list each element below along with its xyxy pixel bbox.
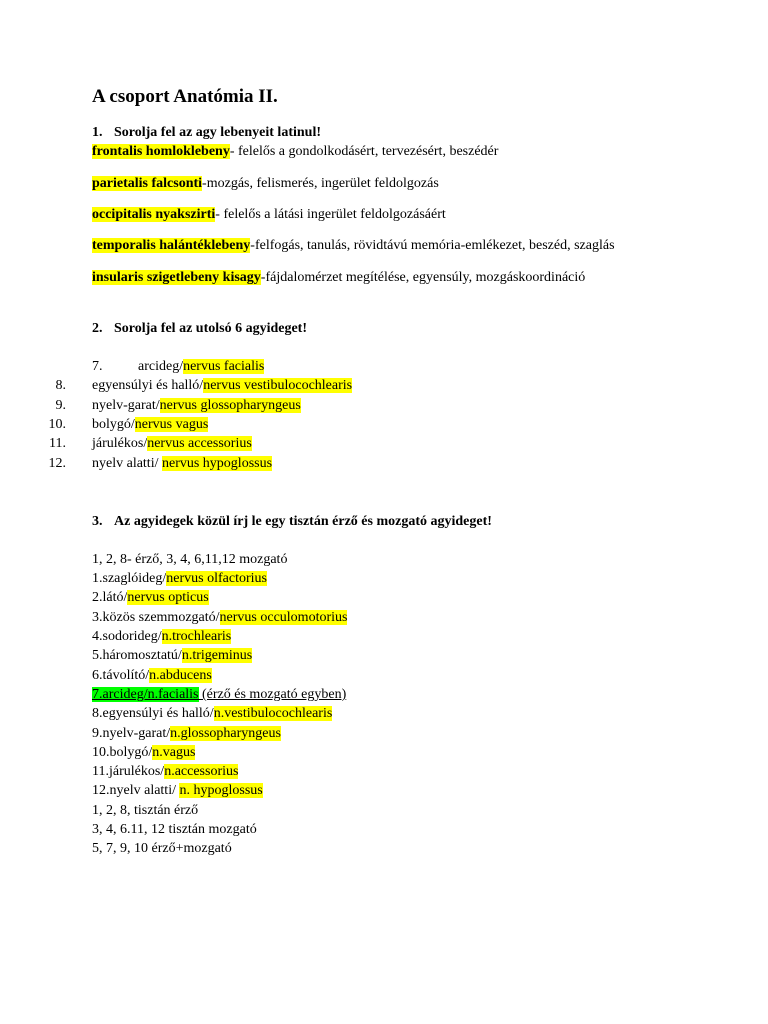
question-2-number: 2. <box>92 321 103 336</box>
nerve-list-item <box>92 589 209 606</box>
nerve-hungarian: nyelv alatti/ <box>92 456 162 471</box>
nerve-hungarian: 11.járulékos/ <box>92 764 165 779</box>
nerve-hungarian: nyelv-garat/ <box>92 398 160 413</box>
lobe-name: insularis szigetlebeny kisagy <box>92 270 261 285</box>
lobe-name: frontalis homloklebeny <box>92 144 230 159</box>
nerve-latin: n.accessorius <box>164 764 239 779</box>
nerve-number: 10. <box>48 417 66 432</box>
nerve-number: 7. <box>92 359 103 374</box>
nerve-hungarian: 3.közös szemmozgató/ <box>92 610 220 625</box>
nerve-number: 12. <box>48 456 66 471</box>
nerve-latin: n.vestibulocochlearis <box>213 706 333 721</box>
nerve-latin: nervus hypoglossus <box>161 456 273 471</box>
nerve-list-item <box>92 628 231 645</box>
nerve-list-item <box>0 416 209 433</box>
nerve-latin: nervus occulomotorius <box>219 610 348 625</box>
nerve-number: 8. <box>55 378 66 393</box>
nerve-latin: n.glossopharyngeus <box>170 726 281 741</box>
nerve-latin: n. hypoglossus <box>179 783 263 798</box>
nerve-list-item <box>92 782 263 799</box>
nerve-hungarian: 6.távolító/ <box>92 668 150 683</box>
question-1-text: Sorolja fel az agy lebenyeit latinul! <box>114 125 321 140</box>
nerve-list-item-mixed <box>92 686 346 703</box>
nerve-hungarian: 10.bolygó/ <box>92 745 153 760</box>
nerve-list-item <box>0 435 252 452</box>
nerve-hungarian: egyensúlyi és halló/ <box>92 378 204 393</box>
nerve-hungarian: 4.sodorideg/ <box>92 629 162 644</box>
nerve-latin: nervus facialis <box>183 359 265 374</box>
nerve-list-item <box>92 725 281 742</box>
nerve-latin: nervus glossopharyngeus <box>159 398 301 413</box>
question-1-number: 1. <box>92 125 103 140</box>
lobe-item <box>92 175 439 192</box>
nerve-list-item <box>92 647 252 664</box>
nerve-number: 9. <box>55 398 66 413</box>
lobe-item <box>92 269 585 286</box>
lobe-description: - felelős a látási ingerület feldolgozásáért <box>215 207 446 222</box>
question-2 <box>92 320 307 337</box>
nerve-list-item <box>92 358 264 375</box>
lobe-item <box>92 237 615 254</box>
nerve-list-item <box>92 570 267 587</box>
summary-line: 1, 2, 8, tisztán érző <box>92 803 199 818</box>
question-3 <box>92 513 492 530</box>
summary-line: 5, 7, 9, 10 érző+mozgató <box>92 841 232 856</box>
question-2-text: Sorolja fel az utolsó 6 agyideget! <box>114 321 307 336</box>
nerve-list-item <box>92 744 195 761</box>
nerve-hungarian: arcideg/ <box>138 359 184 374</box>
nerve-list-item <box>92 609 347 626</box>
nerve-latin: nervus vestibulocochlearis <box>203 378 353 393</box>
nerve-latin: n.trochlearis <box>161 629 232 644</box>
nerve-hungarian: 1.szaglóideg/ <box>92 571 167 586</box>
nerve-latin: n.vagus <box>152 745 196 760</box>
nerve-list-item <box>0 397 301 414</box>
lobe-description: -felfogás, tanulás, rövidtávú memória-emlékezet, beszéd, szaglás <box>250 238 615 253</box>
nerve-list-item <box>92 705 332 722</box>
nerve-number: 11. <box>49 436 66 451</box>
nerve-list-item <box>92 667 212 684</box>
question-3-number: 3. <box>92 514 103 529</box>
lobe-name: temporalis halántéklebeny <box>92 238 251 253</box>
nerve-hungarian: 8.egyensúlyi és halló/ <box>92 706 214 721</box>
lobe-description: -fájdalomérzet megítélése, egyensúly, mozgáskoordináció <box>260 270 586 285</box>
nerve-latin: nervus accessorius <box>147 436 252 451</box>
nerve-list-item <box>0 455 273 472</box>
nerve-latin: nervus vagus <box>134 417 209 432</box>
nerve-list-item <box>0 377 353 394</box>
lobe-description: -mozgás, felismerés, ingerület feldolgozás <box>202 176 439 191</box>
nerve-hungarian: 12.nyelv alatti/ <box>92 783 180 798</box>
document-title: A csoport Anatómia II. <box>92 86 278 107</box>
nerve-latin: n.abducens <box>149 668 212 683</box>
nerve-latin: n.trigeminus <box>181 648 253 663</box>
lobe-item <box>92 143 498 160</box>
summary-line: 3, 4, 6.11, 12 tisztán mozgató <box>92 822 257 837</box>
nerve-hungarian: 2.látó/ <box>92 590 128 605</box>
nerve-hungarian: 9.nyelv-garat/ <box>92 726 171 741</box>
mixed-nerve-name: 7.arcideg/n.facialis <box>92 687 199 702</box>
question-3-text: Az agyidegek közül írj le egy tisztán érző és mozgató agyideget! <box>114 514 492 529</box>
lobe-name: parietalis falcsonti <box>92 176 203 191</box>
nerve-hungarian: 5.háromosztatú/ <box>92 648 182 663</box>
nerve-latin: nervus opticus <box>127 590 209 605</box>
answer-intro: 1, 2, 8- érző, 3, 4, 6,11,12 mozgató <box>92 552 288 567</box>
nerve-hungarian: járulékos/ <box>92 436 148 451</box>
nerve-list-item <box>92 763 238 780</box>
mixed-nerve-note: (érző és mozgató egyben) <box>198 687 347 702</box>
lobe-name: occipitalis nyakszirti <box>92 207 216 222</box>
nerve-latin: nervus olfactorius <box>166 571 267 586</box>
lobe-description: - felelős a gondolkodásért, tervezésért, beszédér <box>229 144 499 159</box>
question-1 <box>92 124 321 141</box>
nerve-hungarian: bolygó/ <box>92 417 135 432</box>
lobe-item <box>92 206 446 223</box>
